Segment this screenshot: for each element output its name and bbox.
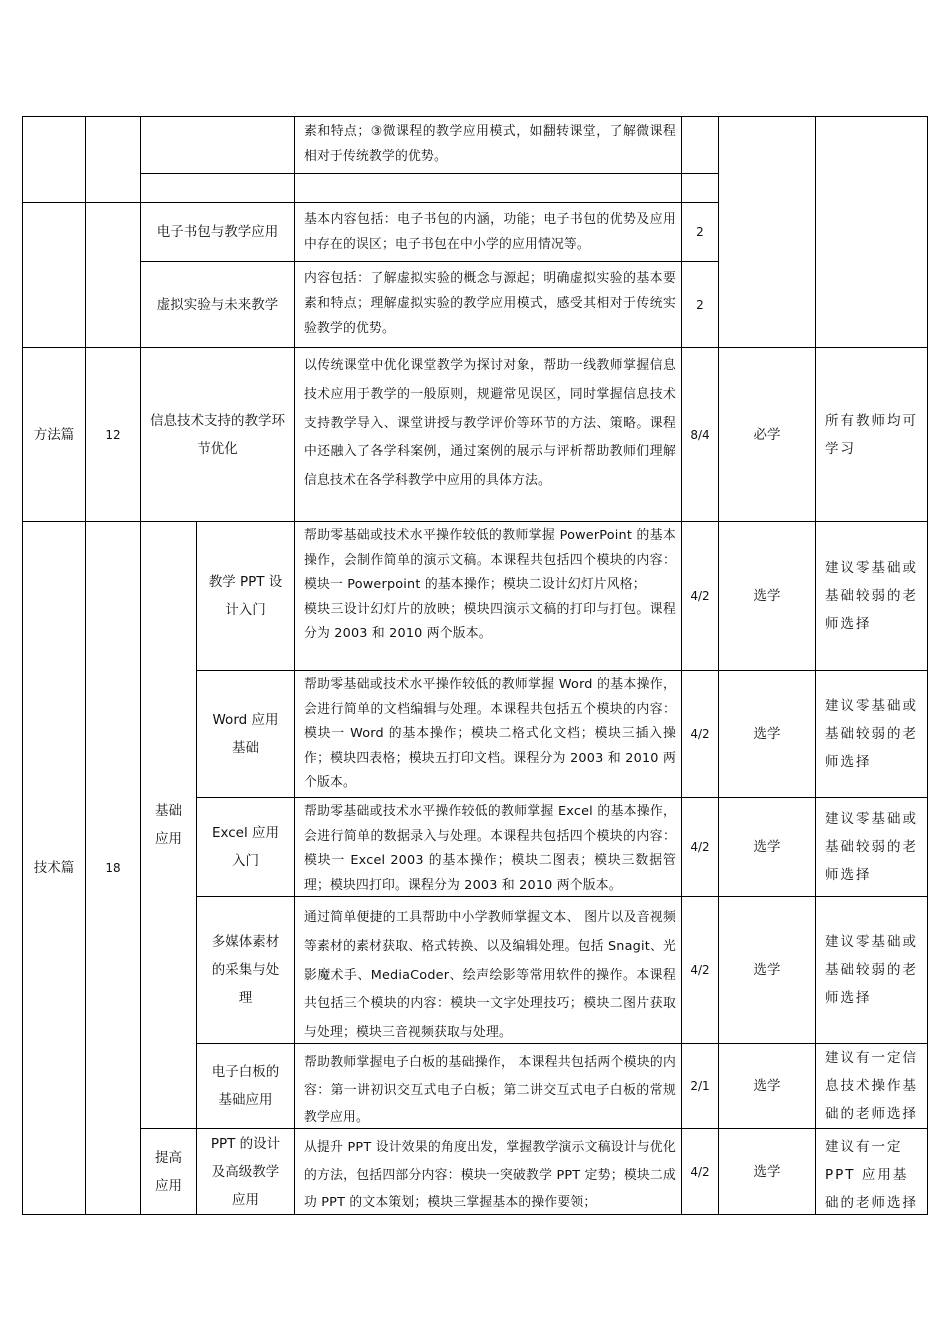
section-total-hours: 12 bbox=[105, 427, 121, 442]
table-row-desc: 素和特点；③微课程的教学应用模式，如翻转课堂，了解微课程相对于传统教学的优势。 bbox=[304, 124, 676, 164]
study-type: 选学 bbox=[753, 1163, 781, 1180]
audience: 建议零基础或基础较弱的老师选择 bbox=[825, 560, 918, 632]
audience: 建议有一定 PPT 应用基础的老师选择 bbox=[825, 1139, 918, 1211]
study-type: 选学 bbox=[753, 726, 781, 742]
section-label: 方法篇 bbox=[33, 426, 75, 443]
table-row-desc bbox=[295, 174, 682, 202]
course-name: 电子白板的基础应用 bbox=[211, 1064, 280, 1108]
course-name: 虚拟实验与未来教学 bbox=[156, 296, 279, 313]
table-row-desc: 基本内容包括：电子书包的内涵，功能；电子书包的优势及应用中存在的误区；电子书包在中小学的应用情况等。 bbox=[304, 212, 676, 252]
group-label: 基础应用 bbox=[155, 803, 182, 847]
table-row-desc: 帮助零基础或技术水平操作较低的教师掌握 Excel 的基本操作，会进行简单的数据录入与处理。本课程共包括四个模块的内容：模块一 Excel 2003 的基本操作；模块二图表；模块三数据管理；模块四打印。课程分为 2003 和 2010 两个版本。 bbox=[304, 804, 676, 893]
course-name: 电子书包与教学应用 bbox=[156, 224, 279, 240]
section-label: 技术篇 bbox=[33, 860, 75, 876]
study-type: 选学 bbox=[753, 962, 781, 978]
course-name: PPT 的设计及高级教学应用 bbox=[210, 1135, 281, 1208]
group-label: 提高应用 bbox=[155, 1149, 182, 1194]
hours: 4/2 bbox=[690, 963, 710, 977]
hours: 8/4 bbox=[690, 427, 710, 442]
table-row-desc: 通过简单便捷的工具帮助中小学教师掌握文本、 图片以及音视频等素材的素材获取、格式转换、以及编辑处理。包括 Snagit、光影魔术手、MediaCoder、绘声绘影等常用软件的操作。本课程共包括三个模块的内容：模块一文字处理技巧；模块二图片获取与处理；模块三音视频获取与处理。 bbox=[304, 910, 676, 1041]
hours: 4/2 bbox=[690, 727, 710, 741]
table-row-desc: 帮助零基础或技术水平操作较低的教师掌握 Word 的基本操作，会进行简单的文档编辑与处理。本课程共包括五个模块的内容：模块一 Word 的基本操作；模块二格式化文档；模块三插入操作；模块四表格；模块五打印文档。课程分为 2003 和 2010 两个版本。 bbox=[304, 677, 676, 791]
audience: 建议零基础或基础较弱的老师选择 bbox=[825, 698, 918, 770]
study-type: 必学 bbox=[753, 426, 781, 443]
hours: 4/2 bbox=[690, 840, 710, 854]
course-name: 信息技术支持的教学环节优化 bbox=[150, 412, 285, 457]
study-type: 选学 bbox=[753, 588, 781, 604]
table-row-desc: 内容包括：了解虚拟实验的概念与源起；明确虚拟实验的基本要素和特点；理解虚拟实验的教学应用模式，感受其相对于传统实验教学的优势。 bbox=[304, 271, 676, 336]
hours: 2 bbox=[696, 225, 704, 239]
study-type: 选学 bbox=[753, 839, 781, 855]
audience: 建议零基础或基础较弱的老师选择 bbox=[825, 934, 918, 1006]
table-row-desc: 以传统课堂中优化课堂教学为探讨对象，帮助一线教师掌握信息技术应用于教学的一般原则，规避常见误区，同时掌握信息技术支持教学导入、课堂讲授与教学评价等环节的方法、策略。课程中还融入了各学科案例，通过案例的展示与评析帮助教师们理解信息技术在各学科教学中应用的具体方法。 bbox=[304, 358, 676, 489]
course-name: 多媒体素材的采集与处理 bbox=[211, 934, 280, 1006]
hours: 4/2 bbox=[690, 1164, 710, 1179]
hours: 2/1 bbox=[690, 1079, 710, 1093]
course-name: Word 应用基础 bbox=[212, 712, 279, 756]
hours: 4/2 bbox=[690, 589, 710, 603]
course-name: Excel 应用入门 bbox=[211, 825, 280, 869]
table-row-desc: 帮助零基础或技术水平操作较低的教师掌握 PowerPoint 的基本操作，会制作简单的演示文稿。本课程共包括四个模块的内容：模块一 Powerpoint 的基本操作；模块二设计幻灯片风格； 模块三设计幻灯片的放映；模块四演示文稿的打印与打包。课程分为 2003 和 2010 两个版本。 bbox=[304, 528, 676, 642]
audience: 建议零基础或基础较弱的老师选择 bbox=[825, 811, 918, 883]
table-row-desc: 帮助教师掌握电子白板的基础操作， 本课程共包括两个模块的内容：第一讲初识交互式电子白板；第二讲交互式电子白板的常规教学应用。 bbox=[304, 1055, 676, 1125]
hours: 2 bbox=[696, 297, 704, 312]
audience: 建议有一定信息技术操作基础的老师选择 bbox=[825, 1050, 918, 1122]
course-name: 教学 PPT 设计入门 bbox=[208, 574, 283, 618]
study-type: 选学 bbox=[753, 1078, 781, 1094]
section-total-hours: 18 bbox=[105, 861, 121, 875]
audience: 所有教师均可学习 bbox=[825, 412, 918, 457]
table-row-desc: 从提升 PPT 设计效果的角度出发，掌握教学演示文稿设计与优化的方法，包括四部分内容：模块一突破教学 PPT 定势；模块二成功 PPT 的文本策划；模块三掌握基本的操作要领； bbox=[304, 1140, 676, 1210]
